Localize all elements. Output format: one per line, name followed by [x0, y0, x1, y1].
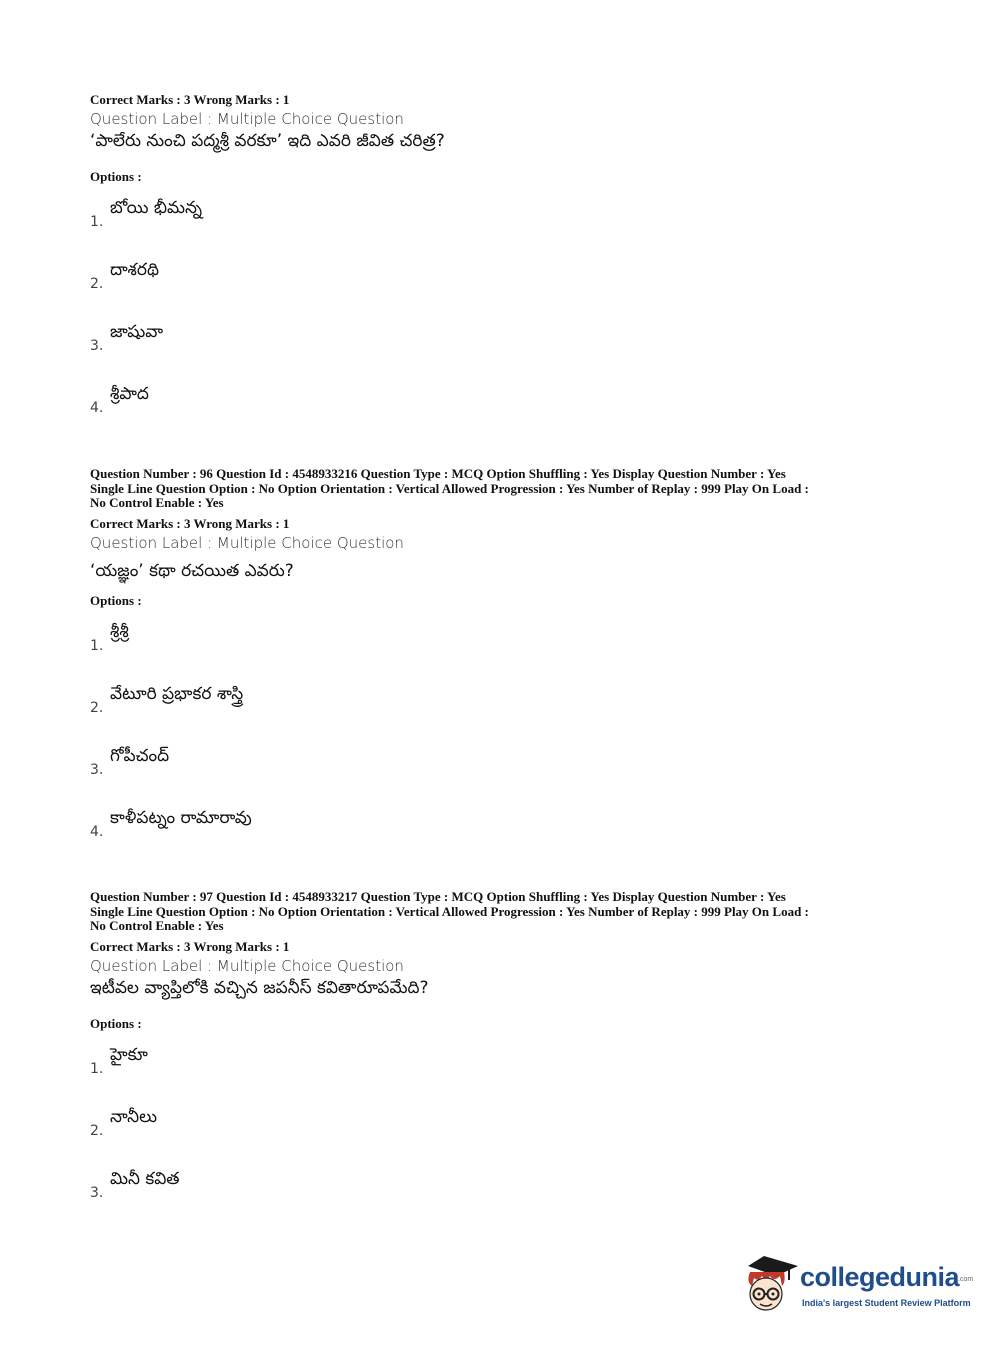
option-number: 2.	[90, 1123, 104, 1139]
options-title: Options :	[90, 169, 142, 184]
option-text: శ్రీపాద	[110, 384, 149, 404]
question-meta-line: Single Line Question Option : No Option Orientation : Vertical Allowed Progression : Yes Number of Replay : 999 Play On Load :	[90, 903, 809, 919]
question-meta-line: No Control Enable : Yes	[90, 495, 224, 510]
option-number: 4.	[90, 400, 104, 416]
option-text: గోపీచంద్	[110, 746, 170, 766]
question-meta-line: Question Number : 96 Question Id : 4548933216 Question Type : MCQ Option Shuffling : Yes Display Question Number : Yes	[90, 466, 786, 481]
marks-info: Correct Marks : 3 Wrong Marks : 1	[90, 938, 290, 954]
option-number: 1.	[90, 1061, 104, 1077]
option-text: బోయి భీమన్న	[110, 198, 202, 218]
question-95-block	[90, 92, 920, 184]
question-text: ఇటీవల వ్యాప్తిలోకి వచ్చిన జపనీస్ కవితారూపమేది?	[90, 977, 429, 998]
brand-tagline: India's largest Student Review Platform	[802, 1298, 971, 1308]
option-number: 1.	[90, 638, 104, 654]
option-text: కాళీపట్నం రామారావు	[110, 808, 252, 828]
brand-name: collegedunia	[800, 1262, 960, 1292]
option-number: 2.	[90, 276, 104, 292]
question-96-block	[90, 467, 920, 608]
option-number: 4.	[90, 824, 104, 840]
question-label: Question Label : Multiple Choice Question	[90, 110, 404, 128]
brand-suffix: .com	[958, 1276, 974, 1283]
option-number: 3.	[90, 762, 104, 778]
question-96-options	[90, 622, 920, 862]
option-number: 1.	[90, 214, 104, 230]
option-number: 2.	[90, 700, 104, 716]
option-text: వేటూరి ప్రభాకర శాస్త్రి	[110, 684, 244, 704]
question-meta-line: Single Line Question Option : No Option Orientation : Vertical Allowed Progression : Yes Number of Replay : 999 Play On Load :	[90, 480, 809, 496]
question-text: ‘యజ్ఞం’ కథా రచయిత ఎవరు?	[90, 560, 294, 581]
question-text: ‘పాలేరు నుంచి పద్మశ్రీ వరకూ’ ఇది ఎవరి జీవిత చరిత్ర?	[90, 131, 445, 151]
option-text: మినీ కవిత	[110, 1169, 180, 1189]
option-number: 3.	[90, 338, 104, 354]
question-95-options	[90, 198, 920, 438]
option-text: హైకూ	[110, 1045, 148, 1065]
question-97-block	[90, 890, 920, 1031]
marks-info: Correct Marks : 3 Wrong Marks : 1	[90, 92, 290, 107]
question-meta-line: No Control Enable : Yes	[90, 918, 224, 933]
question-meta-line: Question Number : 97 Question Id : 4548933217 Question Type : MCQ Option Shuffling : Yes Display Question Number : Yes	[90, 889, 786, 904]
options-title: Options :	[90, 1015, 142, 1031]
option-text: దాశరథి	[110, 260, 159, 280]
student-mascot-icon	[742, 1252, 800, 1316]
option-text: జాషువా	[110, 322, 164, 342]
option-text: నానీలు	[110, 1107, 158, 1127]
question-97-options	[90, 1045, 920, 1225]
options-title: Options :	[90, 592, 142, 608]
question-label: Question Label : Multiple Choice Question	[90, 956, 404, 975]
marks-info: Correct Marks : 3 Wrong Marks : 1	[90, 515, 290, 531]
collegedunia-logo[interactable]	[742, 1252, 972, 1316]
option-text: శ్రీశ్రీ	[110, 622, 129, 642]
question-label: Question Label : Multiple Choice Question	[90, 533, 404, 552]
option-number: 3.	[90, 1185, 104, 1201]
